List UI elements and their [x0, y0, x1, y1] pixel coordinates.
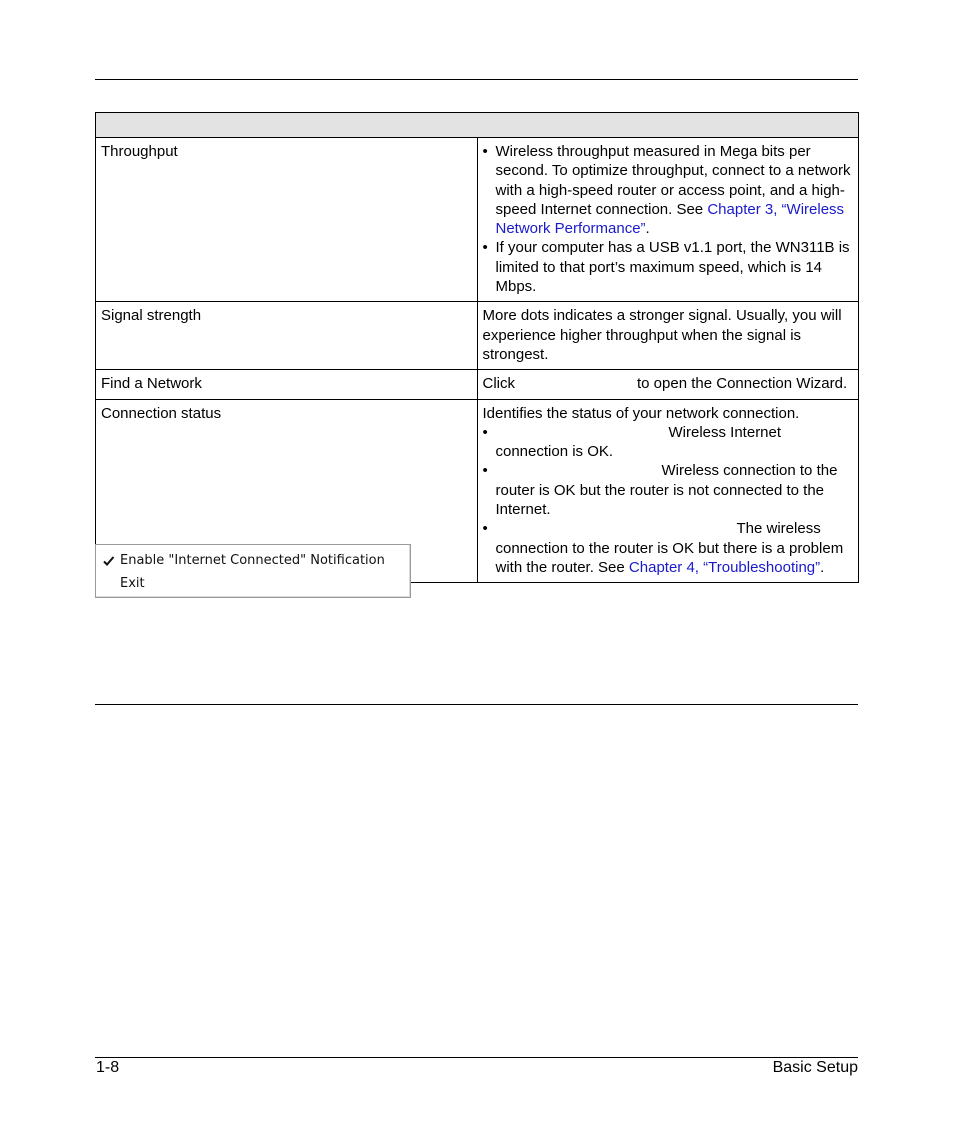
bullet-glyph: •: [482, 423, 488, 441]
tray-context-menu: [95, 544, 411, 598]
bullet-glyph: •: [482, 462, 488, 480]
bullet-text: Wireless connection to the router is OK but the router is not connected to the Internet.: [495, 462, 838, 519]
bullet-glyph: •: [482, 143, 488, 160]
bullet-glyph: •: [482, 520, 488, 538]
table-row: [96, 302, 859, 370]
bullet-text: Wireless throughput measured in Mega bits per second. To optimize throughput, connect to a network with a high-speed router or access point, and a high-speed Internet connection. See: [495, 143, 851, 218]
table-header-cell: [96, 113, 859, 138]
checkmark-icon: [102, 554, 116, 568]
page-number: 1-8: [96, 1059, 120, 1076]
row-label: Throughput: [96, 138, 478, 302]
menu-item-enable-notification[interactable]: Enable "Internet Connected" Notification: [120, 553, 385, 568]
menu-item-exit[interactable]: Exit: [120, 576, 145, 591]
row-label: Connection status: [96, 399, 478, 583]
bullet-text-end: .: [820, 558, 825, 576]
list-item: [483, 238, 854, 296]
bullet-text: If your computer has a USB v1.1 port, the WN311B is limited to that port’s maximum speed, which is 14 Mbps.: [495, 239, 850, 296]
bullet-text-end: .: [645, 220, 650, 238]
status-info-table: [95, 112, 859, 583]
row-label: Signal strength: [96, 302, 478, 370]
section-title: Basic Setup: [772, 1059, 858, 1076]
list-item: [483, 423, 854, 462]
row-label: Find a Network: [96, 370, 478, 399]
row-description: More dots indicates a stronger signal. Usually, you will experience higher throughput when the signal is strongest.: [477, 302, 859, 370]
header-rule: [95, 79, 858, 80]
table-row: [96, 138, 859, 302]
list-item: [483, 461, 854, 519]
bullet-glyph: •: [482, 239, 488, 257]
table-header-row: [96, 113, 859, 138]
list-item: [483, 519, 854, 577]
row-description: [477, 138, 859, 302]
list-item: [483, 142, 854, 238]
section-rule: [95, 704, 858, 705]
click-text: Click: [482, 375, 515, 393]
footer-rule: [95, 1057, 858, 1058]
table-row: [96, 370, 859, 399]
bullet-text: The wireless connection to the router is OK but there is a problem with the router. See: [495, 520, 844, 576]
bullet-text: Wireless Internet connection is OK.: [495, 423, 782, 461]
wizard-text: to open the Connection Wizard.: [637, 375, 848, 393]
row-description: [477, 370, 859, 399]
row-description: [477, 399, 859, 583]
chapter-3-link[interactable]: Chapter 3, “Wireless Network Performance”: [495, 200, 845, 238]
chapter-4-link[interactable]: Chapter 4, “Troubleshooting”: [628, 558, 821, 576]
status-intro: Identifies the status of your network connection.: [482, 404, 800, 422]
